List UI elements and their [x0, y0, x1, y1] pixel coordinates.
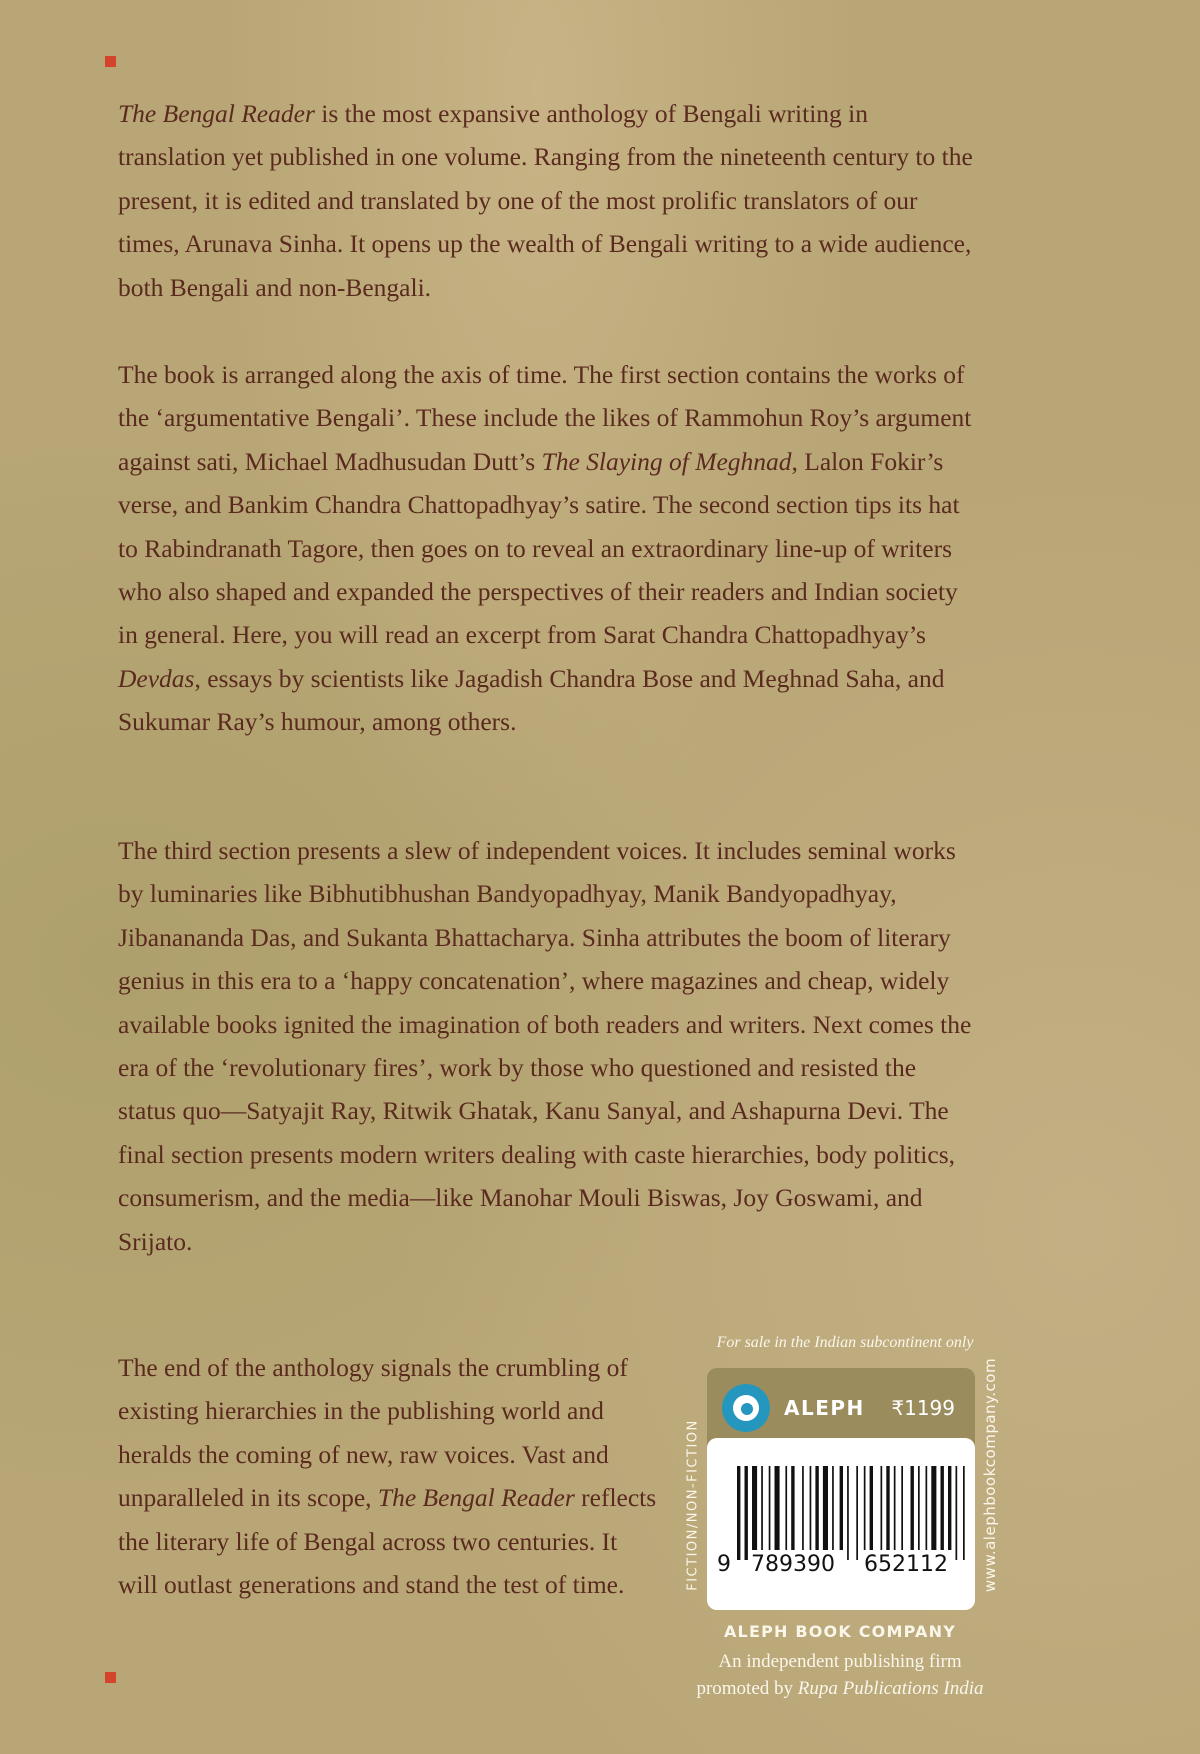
barcode-bar	[948, 1466, 951, 1550]
paragraph-text: is the most expansive anthology of Bengali writing in translation yet published in one volume. Ranging from the nineteenth century to the present, it is edited and translated by one of the most prolific translators of our times, Arunava Sinha. It opens up the wealth of Bengali writing to a wide audience, both Bengali and non-Bengali.	[118, 99, 973, 302]
category-label: FICTION/NON-FICTION	[685, 1419, 701, 1591]
barcode-bar	[864, 1466, 866, 1550]
barcode-bars	[707, 1438, 975, 1610]
barcode-bar	[886, 1466, 889, 1550]
barcode-bar	[931, 1466, 936, 1550]
barcode-bar	[769, 1466, 771, 1550]
barcode-bar	[752, 1466, 757, 1550]
barcode-bar	[775, 1466, 780, 1550]
paragraph-text: The book is arranged along the axis of time. The first section contains the works of the ‘argumentative Bengali’. These include the likes of Rammohun Roy’s argument against sati, Michael Madhusudan Dutt’s	[118, 360, 972, 476]
price-box	[707, 1368, 975, 1448]
barcode-bar	[823, 1466, 828, 1550]
barcode-bar	[941, 1466, 944, 1550]
publisher-parent: Rupa Publications India	[797, 1678, 984, 1699]
barcode-bar	[894, 1466, 896, 1550]
barcode-bar	[911, 1466, 914, 1550]
barcode-digits-right: 652112	[864, 1552, 948, 1577]
blurb-paragraph-2	[118, 353, 978, 744]
paragraph-text: The third section presents a slew of independent voices. It includes seminal works by luminaries like Bibhutibhushan Bandyopadhyay, Manik Bandyopadhyay, Jibanananda Das, and Sukanta Bhattacharya. Sinha attributes the boom of literary genius in this era to a ‘happy concatenation’, where magazines and cheap, widely available books ignited the imagination of both readers and writers. Next comes the era of the ‘revolutionary fires’, work by those who questioned and resisted the status quo—Satyajit Ray, Ritwik Ghatak, Kanu Sanyal, and Ashapurna Devi. The final section presents modern writers dealing with caste hierarchies, body politics, consumerism, and the media—like Manohar Mouli Biswas, Joy Goswami, and Srijato.	[118, 836, 972, 1256]
sale-note: For sale in the Indian subcontinent only	[716, 1334, 974, 1351]
publisher-name: ALEPH BOOK COMPANY	[723, 1622, 957, 1641]
barcode-bar	[745, 1466, 748, 1560]
aleph-logo-icon	[722, 1384, 770, 1432]
barcode-bar	[761, 1466, 763, 1550]
barcode-bar	[870, 1466, 873, 1550]
barcode-bar	[802, 1466, 804, 1550]
blurb-paragraph-4	[118, 1346, 658, 1606]
website-label: www.alephbookcompany.com	[981, 1357, 999, 1593]
barcode-bar	[815, 1466, 818, 1550]
barcode-bar	[832, 1466, 834, 1550]
paragraph-text: reflects the literary life of Bengal across two centuries. It will outlast generations and stand the test of time.	[118, 1483, 657, 1600]
work-title: The Slaying of Meghnad	[541, 446, 792, 476]
book-title: The Bengal Reader	[377, 1483, 575, 1513]
barcode-digit-lead: 9	[717, 1552, 731, 1577]
barcode	[707, 1438, 975, 1610]
work-title: Devdas	[118, 663, 195, 693]
barcode-bar	[856, 1466, 858, 1560]
barcode-bar	[840, 1466, 843, 1550]
book-title: The Bengal Reader	[118, 99, 315, 128]
paragraph-text: , essays by scientists like Jagadish Chandra Bose and Meghnad Saha, and Sukumar Ray’s humour, among others.	[118, 663, 945, 737]
barcode-bar	[963, 1466, 965, 1560]
barcode-bar	[847, 1466, 849, 1560]
publisher-note	[660, 1648, 1020, 1702]
barcode-bar	[737, 1466, 740, 1560]
barcode-bar	[791, 1466, 794, 1550]
blurb-paragraph-1	[118, 92, 978, 309]
red-square-marker-bottom	[105, 1672, 116, 1683]
blurb-paragraph-3	[118, 829, 978, 1263]
publisher-line-1: An independent publishing firm	[718, 1651, 962, 1672]
paragraph-text: The end of the anthology signals the crumbling of existing hierarchies in the publishing world and heralds the coming of new, raw voices. Vast and unparalleled in its scope,	[118, 1353, 628, 1513]
barcode-bar	[956, 1466, 958, 1560]
red-square-marker-top	[105, 56, 116, 67]
publisher-line-2: promoted by	[696, 1678, 798, 1699]
barcode-bar	[881, 1466, 883, 1550]
brand-name: ALEPH	[784, 1396, 865, 1420]
barcode-bar	[901, 1466, 903, 1550]
barcode-bar	[926, 1466, 928, 1550]
barcode-digits-left: 789390	[751, 1552, 835, 1577]
barcode-bar	[918, 1466, 920, 1550]
paragraph-text: , Lalon Fokir’s verse, and Bankim Chandra Chattopadhyay’s satire. The second section tips its hat to Rabindranath Tagore, then goes on to reveal an extraordinary line-up of writers who also shaped and expanded the perspectives of their readers and Indian society in general. Here, you will read an excerpt from Sarat Chandra Chattopadhyay’s	[118, 446, 960, 650]
barcode-bar	[785, 1466, 787, 1550]
price: ₹1199	[891, 1396, 955, 1420]
barcode-bar	[810, 1466, 812, 1550]
